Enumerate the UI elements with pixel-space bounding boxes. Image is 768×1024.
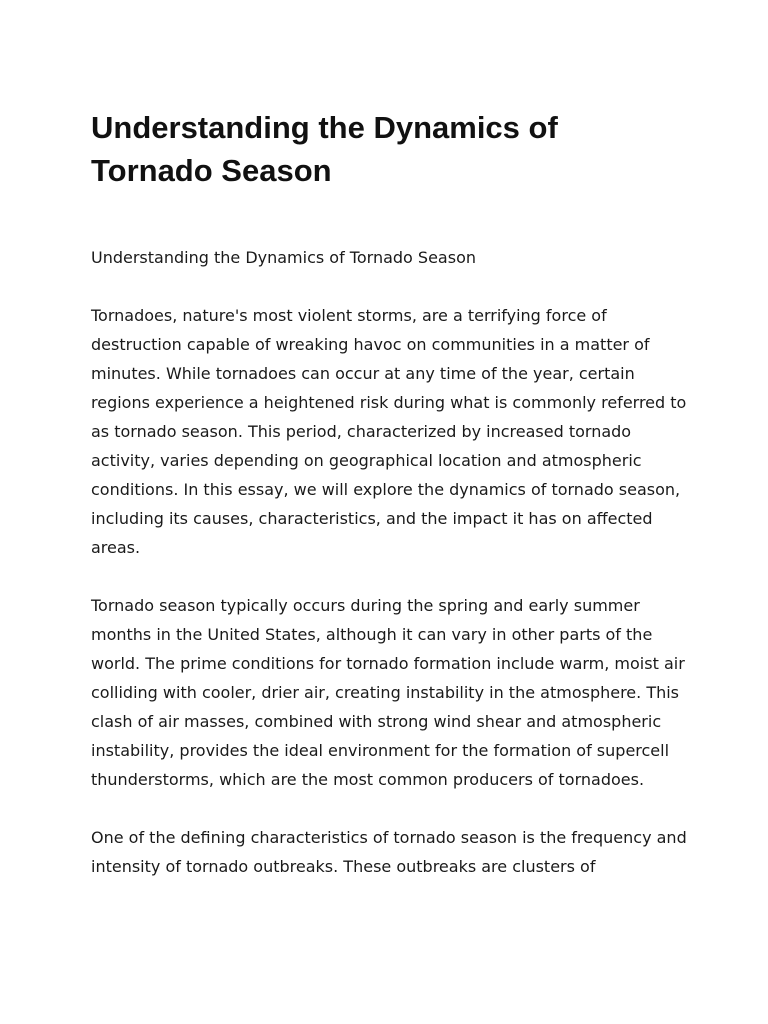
document-body bbox=[91, 243, 691, 910]
document-title bbox=[91, 106, 691, 192]
paragraph-season-conditions: Tornado season typically occurs during the spring and early summer months in the United States, although it can vary in other parts of the world. The prime conditions for tornado formation include warm, moist air colliding with cooler, drier air, creating instability in the atmosphere. This clash of air masses, combined with strong wind shear and atmospheric instability, provides the ideal environment for the formation of supercell thunderstorms, which are the most common producers of tornadoes. bbox=[91, 596, 685, 789]
paragraph-outbreaks: One of the defining characteristics of tornado season is the frequency and intensity of tornado outbreaks. These outbreaks are clusters of bbox=[91, 828, 687, 876]
document-title-line-2: Tornado Season bbox=[91, 153, 332, 188]
document-subtitle: Understanding the Dynamics of Tornado Season bbox=[91, 248, 476, 267]
paragraph-intro: Tornadoes, nature's most violent storms, are a terrifying force of destruction capable of wreaking havoc on communities in a matter of minutes. While tornadoes can occur at any time of the year, certain regions experience a heightened risk during what is commonly referred to as tornado season. This period, characterized by increased tornado activity, varies depending on geographical location and atmospheric conditions. In this essay, we will explore the dynamics of tornado season, including its causes, characteristics, and the impact it has on affected areas. bbox=[91, 306, 687, 557]
document-title-line-1: Understanding the Dynamics of bbox=[91, 110, 558, 145]
